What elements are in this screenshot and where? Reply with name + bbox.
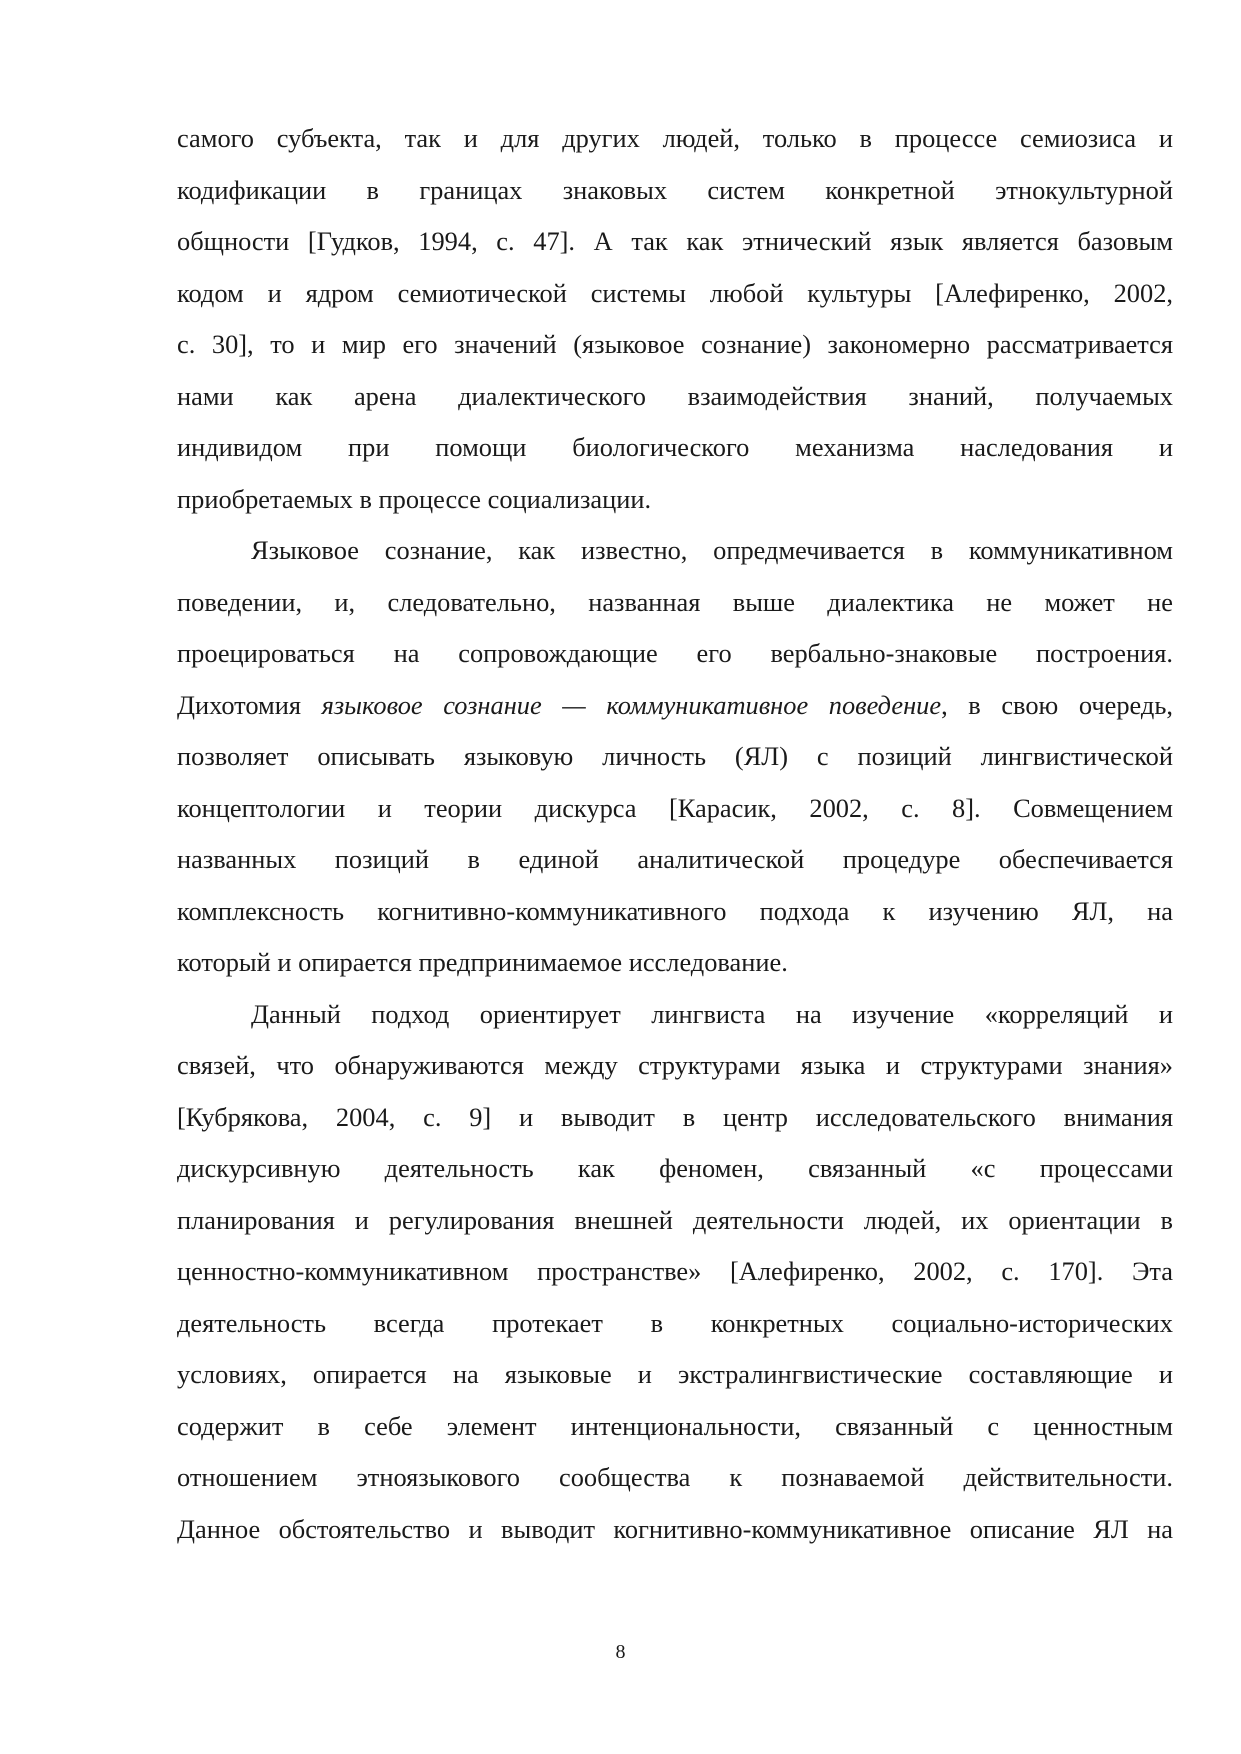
paragraph-2 [177, 525, 1173, 989]
paragraph-1 [177, 113, 1173, 525]
text-line: деятельность всегда протекает в конкретных социально-исторических [177, 1307, 1173, 1338]
paragraph-3 [177, 989, 1173, 1556]
text-line: связей, что обнаруживаются между структурами языка и структурами знания» [177, 1050, 1173, 1080]
text-line: Данное обстоятельство и выводит когнитивно-коммуникативное описание ЯЛ на [177, 1513, 1173, 1544]
page-number: 8 [615, 1641, 626, 1663]
text-line: позволяет описывать языковую личность (ЯЛ) с позиций лингвистической [177, 741, 1173, 771]
text-line: планирования и регулирования внешней деятельности людей, их ориентации в [177, 1204, 1173, 1235]
text-line: который и опирается предпринимаемое исследование. [177, 947, 788, 977]
text-line: самого субъекта, так и для других людей, только в процессе семиозиса и [177, 123, 1173, 153]
text-line: поведении, и, следовательно, названная выше диалектика не может не [177, 586, 1173, 617]
text-line: приобретаемых в процессе социализации. [177, 483, 652, 514]
text-line: кодификации в границах знаковых систем конкретной этнокультурной [177, 174, 1173, 205]
text-line: с. 30], то и мир его значений (языковое сознание) закономерно рассматривается [177, 329, 1173, 359]
text-line: концептологии и теории дискурса [Карасик, 2002, с. 8]. Совмещением [177, 792, 1173, 823]
text-run: , в свою очередь, [941, 689, 1173, 720]
text-line: комплексность когнитивно-коммуникативного подхода к изучению ЯЛ, на [177, 895, 1173, 926]
text-line: общности [Гудков, 1994, с. 47]. А так как этнический язык является базовым [177, 226, 1173, 256]
text-run: Дихотомия [177, 689, 322, 720]
italic-term: языковое сознание — коммуникативное поведение [321, 689, 942, 720]
text-line: ценностно-коммуникативном пространстве» [Алефиренко, 2002, с. 170]. Эта [177, 1256, 1173, 1286]
text-line: содержит в себе элемент интенциональности, связанный с ценностным [177, 1410, 1173, 1441]
text-line: индивидом при помощи биологического механизма наследования и [177, 432, 1173, 462]
text-line: отношением этноязыкового сообщества к познаваемой действительности. [177, 1462, 1173, 1492]
text-line: нами как арена диалектического взаимодействия знаний, получаемых [177, 380, 1173, 411]
text-line: Языковое сознание, как известно, опредмечивается в коммуникативном [251, 535, 1173, 565]
text-line-with-italic [177, 680, 1173, 732]
text-line: Данный подход ориентирует лингвиста на изучение «корреляций и [251, 998, 1173, 1029]
text-line: условиях, опирается на языковые и экстралингвистические составляющие и [177, 1359, 1173, 1389]
text-line: названных позиций в единой аналитической процедуре обеспечивается [177, 844, 1173, 874]
text-line: кодом и ядром семиотической системы любой культуры [Алефиренко, 2002, [177, 277, 1173, 308]
text-line: [Кубрякова, 2004, с. 9] и выводит в центр исследовательского внимания [177, 1101, 1173, 1132]
text-line: проецироваться на сопровождающие его вербально-знаковые построения. [177, 638, 1173, 668]
body-text [177, 113, 1173, 1555]
text-line: дискурсивную деятельность как феномен, связанный «с процессами [177, 1153, 1173, 1183]
